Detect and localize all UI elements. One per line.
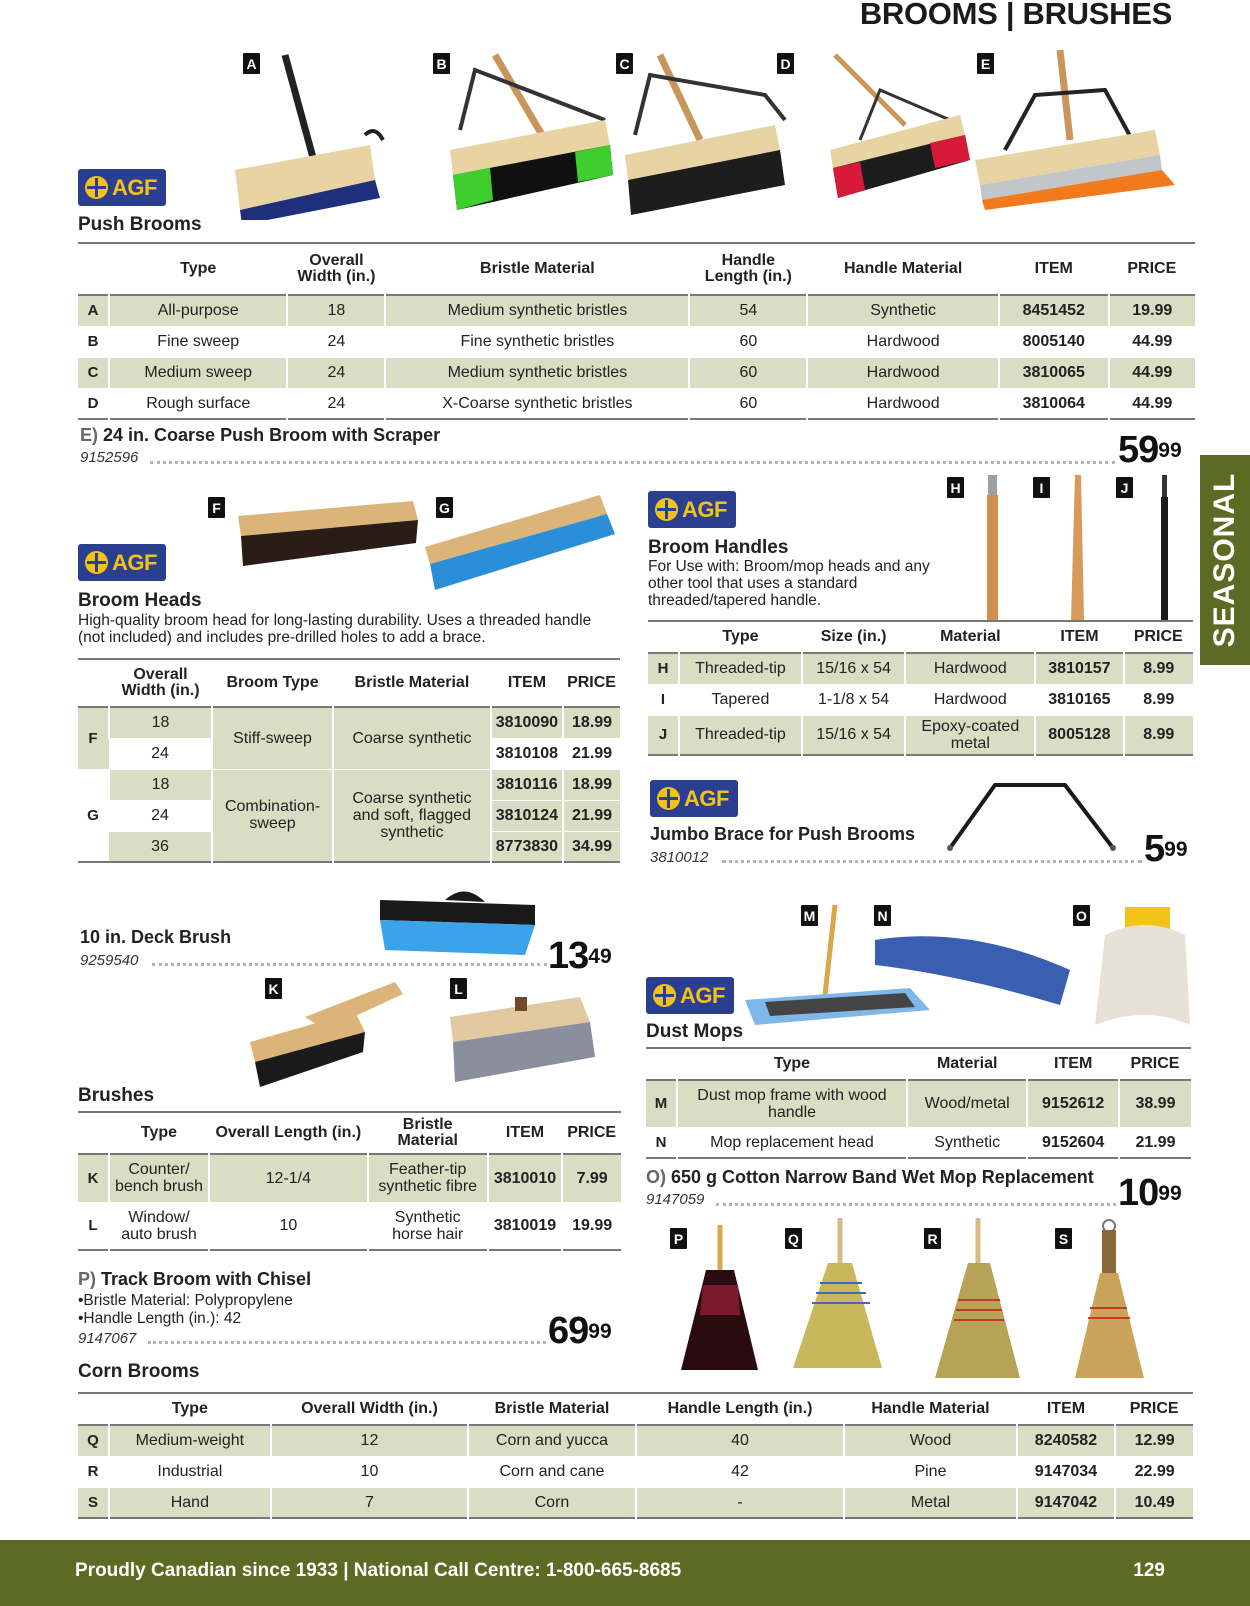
table-row: M Dust mop frame with wood handle Wood/metal 9152612 38.99 [646, 1080, 1191, 1127]
column-header: Material [936, 1055, 998, 1072]
product-badge: G [436, 497, 453, 518]
column-header: PRICE [1129, 1400, 1179, 1417]
product-badge: C [616, 53, 633, 74]
column-header: Bristle Material [397, 1116, 458, 1149]
bullet-item: •Handle Length (in.): 42 [78, 1310, 242, 1327]
table-row: F 18 Stiff-sweep Coarse synthetic 3810090 18.99 [78, 707, 620, 738]
handle-j-image [1150, 475, 1180, 620]
broom-head-g-image [425, 492, 620, 592]
column-header: Broom Type [226, 674, 319, 691]
bullet-item: •Bristle Material: Polypropylene [78, 1292, 293, 1309]
table-row: A All-purpose 18 Medium synthetic bristles 54 Synthetic 8451452 19.99 [78, 295, 1195, 326]
deck-brush-image [375, 880, 545, 960]
brushes-title: Brushes [78, 1085, 155, 1106]
broom-head-f-image [238, 498, 420, 570]
column-header: Bristle Material [480, 260, 595, 277]
table-row: J Threaded-tip 15/16 x 54 Epoxy-coated metal 8005128 8.99 [648, 715, 1193, 755]
broom-handles-title: Broom Handles [648, 537, 789, 558]
corn-broom-s-image [1072, 1218, 1147, 1383]
corn-broom-r-image [932, 1218, 1022, 1383]
push-broom-d-image [830, 50, 980, 220]
page-title: BROOMS | BRUSHES [859, 0, 1172, 31]
deck-brush-price: $13^{49}$ [548, 935, 612, 977]
dust-mop-n-image [870, 925, 1075, 1010]
brush-k-image [245, 982, 405, 1087]
table-row: L Window/ auto brush 10 Synthetic horse hair 3810019 19.99 [78, 1202, 621, 1250]
table-row: 24 3810124 21.99 [78, 800, 620, 831]
push-broom-e-image [975, 50, 1185, 210]
handle-h-image [978, 475, 1008, 620]
push-brooms-title: Push Brooms [78, 214, 202, 235]
push-broom-c-image [625, 50, 800, 220]
column-header: Type [140, 1124, 178, 1141]
leader-dots [152, 963, 547, 966]
product-badge: Q [785, 1228, 802, 1249]
deck-brush-title: 10 in. Deck Brush [80, 927, 232, 947]
column-header: ITEM [505, 1124, 545, 1141]
column-header: ITEM [1060, 628, 1099, 645]
item-o-price: $10^{99}$ [1118, 1172, 1182, 1214]
agf-logo: AGF [650, 780, 738, 817]
push-broom-b-image [445, 50, 620, 220]
table-row: S Hand 7 Corn - Metal 9147042 10.49 [78, 1487, 1193, 1518]
globe-icon [85, 551, 108, 574]
agf-logo: AGF [78, 544, 166, 581]
dust-mops-table [646, 1047, 1191, 1159]
column-header: PRICE [1133, 628, 1183, 645]
column-header: Type [180, 260, 217, 277]
jumbo-brace-price: $5^{99}$ [1144, 828, 1188, 870]
item-e-price: $59^{99}$ [1118, 429, 1182, 471]
column-header: Overall Width (in.) [121, 666, 200, 699]
handle-i-image [1063, 475, 1093, 620]
globe-icon [657, 787, 680, 810]
item-o-sku: 9147059 [646, 1191, 705, 1208]
section-tab-label: SEASONAL [1208, 472, 1241, 648]
corn-broom-q-image [790, 1218, 885, 1378]
track-broom-p-image [678, 1225, 763, 1375]
table-row: G 18 Combination-sweep Coarse synthetic and soft, flagged synthetic 3810116 18.99 [78, 769, 620, 800]
product-badge: I [1033, 477, 1050, 498]
column-header: Handle Material [844, 260, 963, 277]
footer-bar [0, 1540, 1250, 1606]
table-row: Q Medium-weight 12 Corn and yucca 40 Wood 8240582 12.99 [78, 1425, 1193, 1456]
product-badge: R [924, 1228, 941, 1249]
column-header: ITEM [1046, 1400, 1086, 1417]
column-header: Type [722, 628, 759, 645]
column-header: Overall Width (in.) [301, 1400, 438, 1417]
item-e-sku: 9152596 [80, 449, 139, 466]
column-header: ITEM [1034, 260, 1073, 277]
column-header: PRICE [1130, 1055, 1180, 1072]
column-header: PRICE [567, 1124, 617, 1141]
column-header: Bristle Material [494, 1400, 610, 1417]
column-header: PRICE [1127, 260, 1177, 277]
broom-heads-description: High-quality broom head for long-lasting durability. Uses a threaded handle (not included) and includes pre-drilled holes to add a brace. [78, 612, 592, 646]
column-header: Material [940, 628, 1001, 645]
globe-icon [655, 498, 678, 521]
broom-handles-description: For Use with: Broom/mop heads and any other tool that uses a standard threaded/tapered handle. [648, 558, 930, 609]
product-badge: P [670, 1228, 687, 1249]
column-header: Handle Material [871, 1400, 990, 1417]
table-row: 36 8773830 34.99 [78, 831, 620, 862]
leader-dots [150, 461, 1115, 464]
push-brooms-table [78, 242, 1195, 420]
item-p-price: $69^{99}$ [548, 1310, 612, 1352]
push-broom-a-image [230, 50, 390, 220]
page-number: 129 [1133, 1560, 1165, 1581]
product-badge: H [947, 477, 964, 498]
product-badge: E [977, 53, 994, 74]
broom-heads-title: Broom Heads [78, 590, 202, 611]
table-row: 24 3810108 21.99 [78, 738, 620, 769]
product-badge: J [1116, 477, 1133, 498]
product-badge: A [243, 53, 260, 74]
product-badge: N [874, 905, 891, 926]
table-row: I Tapered 1-1/8 x 54 Hardwood 3810165 8.99 [648, 684, 1193, 715]
product-badge: F [208, 497, 225, 518]
product-badge: L [450, 978, 467, 999]
globe-icon [85, 176, 108, 199]
item-e-title: E) 24 in. Coarse Push Broom with Scraper [80, 425, 441, 445]
column-header: Bristle Material [354, 674, 470, 691]
brush-l-image [445, 992, 600, 1087]
table-row: D Rough surface 24 X-Coarse synthetic bristles 60 Hardwood 3810064 44.99 [78, 388, 1195, 419]
agf-logo: AGF [646, 977, 734, 1014]
brushes-table [78, 1111, 621, 1251]
dust-mops-title: Dust Mops [646, 1021, 744, 1042]
item-p-sku: 9147067 [78, 1330, 137, 1347]
table-row: R Industrial 10 Corn and cane 42 Pine 9147034 22.99 [78, 1456, 1193, 1487]
jumbo-brace-sku: 3810012 [650, 849, 709, 866]
leader-dots [722, 860, 1142, 863]
item-p-bullets [78, 1292, 293, 1328]
section-tab [1200, 455, 1250, 665]
table-row: K Counter/ bench brush 12-1/4 Feather-tip synthetic fibre 3810010 7.99 [78, 1154, 621, 1202]
deck-brush-sku: 9259540 [80, 952, 139, 969]
jumbo-brace-image [945, 775, 1120, 855]
jumbo-brace-title: Jumbo Brace for Push Brooms [650, 824, 916, 844]
leader-dots [716, 1203, 1116, 1206]
wet-mop-o-image [1075, 905, 1195, 1030]
leader-dots [148, 1341, 546, 1344]
table-row: C Medium sweep 24 Medium synthetic bristles 60 Hardwood 3810065 44.99 [78, 357, 1195, 388]
column-header: Overall Width (in.) [297, 252, 376, 285]
product-badge: D [777, 53, 794, 74]
product-badge: O [1073, 905, 1090, 926]
product-badge: S [1055, 1228, 1072, 1249]
corn-brooms-table [78, 1392, 1193, 1519]
column-header: ITEM [507, 674, 547, 691]
product-badge: M [801, 905, 818, 926]
item-o-title: O) 650 g Cotton Narrow Band Wet Mop Replacement [646, 1167, 1094, 1187]
column-header: ITEM [1054, 1055, 1093, 1072]
table-row: N Mop replacement head Synthetic 9152604 21.99 [646, 1127, 1191, 1158]
column-header: Handle Length (in.) [704, 252, 792, 285]
column-header: Overall Length (in.) [215, 1124, 362, 1141]
table-row: H Threaded-tip 15/16 x 54 Hardwood 3810157 8.99 [648, 653, 1193, 684]
column-header: Handle Length (in.) [667, 1400, 813, 1417]
column-header: Type [171, 1400, 208, 1417]
broom-heads-table [78, 658, 620, 863]
agf-logo: AGF [648, 491, 736, 528]
product-badge: B [433, 53, 450, 74]
corn-brooms-title: Corn Brooms [78, 1361, 200, 1382]
column-header: Size (in.) [820, 628, 887, 645]
product-badge: K [265, 978, 282, 999]
footer-text: Proudly Canadian since 1933 | National Call Centre: 1-800-665-8685 [75, 1560, 682, 1581]
broom-handles-table [648, 620, 1193, 756]
table-row: B Fine sweep 24 Fine synthetic bristles 60 Hardwood 8005140 44.99 [78, 326, 1195, 357]
column-header: Type [773, 1055, 811, 1072]
item-p-title: P) Track Broom with Chisel [78, 1269, 312, 1289]
agf-logo: AGF [78, 169, 166, 206]
globe-icon [653, 984, 676, 1007]
column-header: PRICE [567, 674, 616, 691]
